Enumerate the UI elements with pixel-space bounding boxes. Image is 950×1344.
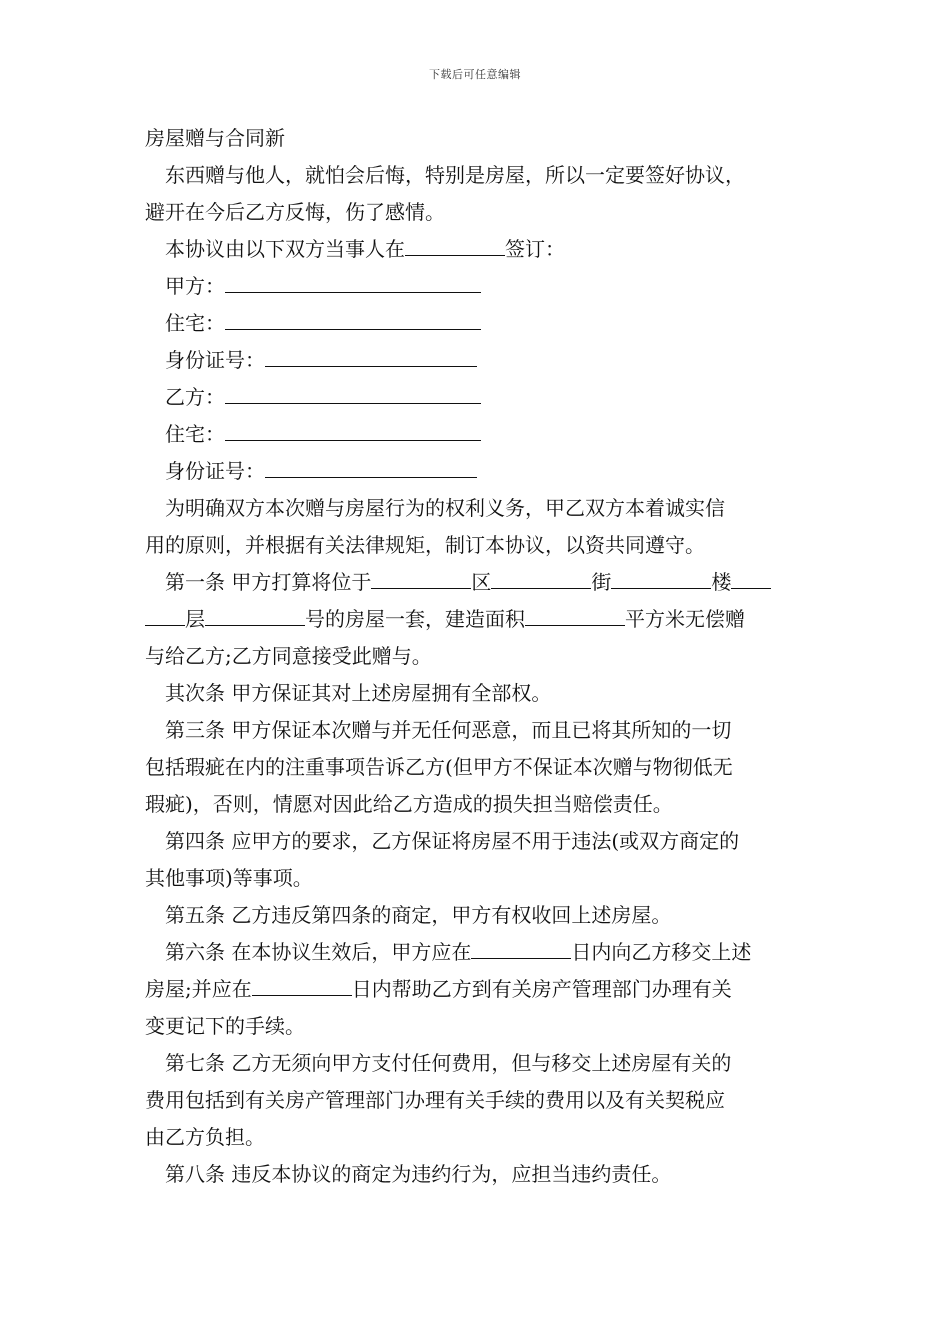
article-6-line-2-tail: 日内帮助乙方到有关房产管理部门办理有关 — [351, 977, 732, 1001]
article-1-street-blank[interactable] — [611, 566, 711, 589]
article-1-area-tail: 平方米无偿赠 — [625, 607, 745, 631]
article-1-line-1 — [145, 564, 810, 601]
party-a-id-label: 身份证号： — [165, 348, 265, 372]
article-1-line-3: 与给乙方;乙方同意接受此赠与。 — [145, 644, 432, 668]
party-b-line — [145, 379, 810, 416]
article-6-prefix: 第六条 在本协议生效后，甲方应在 — [165, 940, 472, 964]
article-3-line-2: 包括瑕疵在内的注重事项告诉乙方(但甲方不保证本次赠与物彻低无 — [145, 755, 733, 779]
article-7-line-1: 第七条 乙方无须向甲方支付任何费用，但与移交上述房屋有关的 — [165, 1051, 732, 1075]
signing-location-line — [145, 231, 810, 268]
article-1-prefix: 第一条 甲方打算将位于 — [165, 570, 372, 594]
article-1-address-blank[interactable] — [371, 566, 471, 589]
party-a-line — [145, 268, 810, 305]
party-a-id-blank[interactable] — [265, 344, 477, 367]
article-6-line-1 — [145, 934, 810, 971]
party-a-residence-label: 住宅： — [165, 311, 225, 335]
article-1-floor-blank[interactable] — [205, 603, 305, 626]
article-3-line-3: 瑕疵)，否则，情愿对因此给乙方造成的损失担当赔偿责任。 — [145, 792, 673, 816]
signing-suffix: 签订： — [505, 237, 565, 261]
article-1-building-blank-cont[interactable] — [145, 603, 185, 626]
article-1-building-blank[interactable] — [731, 566, 771, 589]
party-a-label: 甲方： — [165, 274, 225, 298]
article-1-number-tail: 号的房屋一套，建造面积 — [305, 607, 525, 631]
intro-line-1: 东西赠与他人，就怕会后悔，特别是房屋，所以一定要签好协议， — [165, 163, 745, 187]
article-2: 其次条 甲方保证其对上述房屋拥有全部权。 — [165, 681, 552, 705]
party-b-id-blank[interactable] — [265, 455, 477, 478]
party-a-id-line — [145, 342, 810, 379]
article-5: 第五条 乙方违反第四条的商定，甲方有权收回上述房屋。 — [165, 903, 672, 927]
article-6-line-3: 变更记下的手续。 — [145, 1014, 305, 1038]
party-b-label: 乙方： — [165, 385, 225, 409]
article-4-line-1: 第四条 应甲方的要求，乙方保证将房屋不用于违法(或双方商定的 — [165, 829, 740, 853]
signing-prefix: 本协议由以下双方当事人在 — [165, 237, 405, 261]
article-3-line-1: 第三条 甲方保证本次赠与并无任何恶意，而且已将其所知的一切 — [165, 718, 732, 742]
party-b-residence-blank[interactable] — [225, 418, 481, 441]
article-1-district-blank[interactable] — [491, 566, 591, 589]
party-a-residence-line — [145, 305, 810, 342]
party-b-residence-label: 住宅： — [165, 422, 225, 446]
article-6-days-blank-2[interactable] — [252, 973, 352, 996]
article-1-floor: 层 — [185, 607, 205, 631]
article-1-district: 区 — [471, 570, 492, 594]
article-1-line-2 — [145, 601, 810, 638]
article-8: 第八条 违反本协议的商定为违约行为，应担当违约责任。 — [165, 1162, 672, 1186]
article-1-building: 楼 — [711, 570, 732, 594]
article-1-street: 街 — [591, 570, 612, 594]
party-a-residence-blank[interactable] — [225, 307, 481, 330]
article-1-area-blank[interactable] — [525, 603, 625, 626]
article-7-line-2: 费用包括到有关房产管理部门办理有关手续的费用以及有关契税应 — [145, 1088, 725, 1112]
party-b-blank[interactable] — [225, 381, 481, 404]
article-6-line-2 — [145, 971, 810, 1008]
document-title: 房屋赠与合同新 — [145, 126, 285, 150]
article-6-days-blank-1[interactable] — [471, 936, 571, 959]
contract-body — [145, 120, 810, 1193]
article-6-tail-1: 日内向乙方移交上述 — [571, 940, 752, 964]
signing-location-blank[interactable] — [405, 233, 505, 256]
article-7-line-3: 由乙方负担。 — [145, 1125, 265, 1149]
party-a-blank[interactable] — [225, 270, 481, 293]
intro-line-2: 避开在今后乙方反悔，伤了感情。 — [145, 200, 445, 224]
page-header: 下载后可任意编辑 — [429, 68, 521, 81]
party-b-id-label: 身份证号： — [165, 459, 265, 483]
purpose-line-1: 为明确双方本次赠与房屋行为的权利义务，甲乙双方本着诚实信 — [165, 496, 725, 520]
purpose-line-2: 用的原则，并根据有关法律规矩，制订本协议，以资共同遵守。 — [145, 533, 705, 557]
article-4-line-2: 其他事项)等事项。 — [145, 866, 313, 890]
party-b-residence-line — [145, 416, 810, 453]
article-6-line-2-prefix: 房屋;并应在 — [145, 977, 252, 1001]
party-b-id-line — [145, 453, 810, 490]
